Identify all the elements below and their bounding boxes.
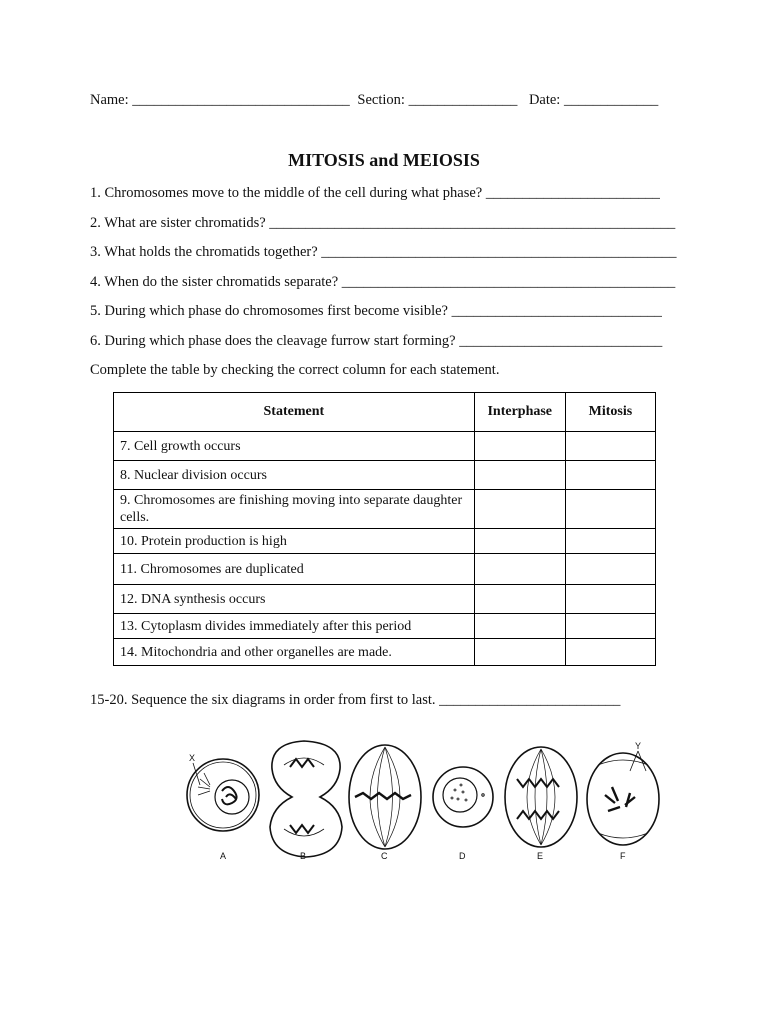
cell-diagram-c [349,745,421,849]
interphase-check-cell[interactable] [474,529,565,554]
header-statement: Statement [114,393,475,432]
diagram-label-e: E [537,851,544,861]
question-4[interactable]: 4. When do the sister chromatids separate? ______________________________________________ [90,274,676,290]
name-blank[interactable]: ______________________________ [132,92,350,108]
statement-cell: 10. Protein production is high [114,529,475,554]
mitosis-check-cell[interactable] [565,461,655,490]
cell-diagram-b [270,741,342,857]
table-row [114,461,656,490]
cell-diagram-a [187,759,259,831]
question-5[interactable]: 5. During which phase do chromosomes first become visible? _____________________________ [90,303,662,319]
question-6[interactable]: 6. During which phase does the cleavage furrow start forming? ____________________________ [90,333,663,349]
diagram-label-f: F [620,851,626,861]
mitosis-check-cell[interactable] [565,585,655,614]
diagram-label-b: B [300,851,307,861]
table-row [114,490,656,529]
statement-cell: 13. Cytoplasm divides immediately after this period [114,614,475,639]
interphase-check-cell[interactable] [474,614,565,639]
question-1[interactable]: 1. Chromosomes move to the middle of the cell during what phase? ________________________ [90,185,660,201]
annotation-x: X [189,753,196,763]
statement-cell: 9. Chromosomes are finishing moving into separate daughter cells. [114,490,475,529]
table-row [114,585,656,614]
table-row [114,554,656,585]
cell-diagram-e [505,747,577,847]
statement-cell: 11. Chromosomes are duplicated [114,554,475,585]
table-row [114,639,656,666]
name-label: Name: [90,92,129,108]
statement-cell: 8. Nuclear division occurs [114,461,475,490]
date-label: Date: [528,92,561,108]
mitosis-check-cell[interactable] [565,614,655,639]
sequence-question[interactable]: 15-20. Sequence the six diagrams in order from first to last. _________________________ [90,692,621,708]
table-row [114,529,656,554]
section-label: Section: [357,92,405,108]
cell-diagrams-figure [180,735,670,875]
date-blank[interactable]: _____________ [563,92,659,108]
mitosis-check-cell[interactable] [565,432,655,461]
interphase-check-cell[interactable] [474,461,565,490]
cell-diagram-d [433,767,493,827]
interphase-check-cell[interactable] [474,432,565,461]
table-row [114,432,656,461]
page-title: MITOSIS and MEIOSIS [288,150,480,170]
section-blank[interactable]: _______________ [408,92,518,108]
mitosis-check-cell[interactable] [565,490,655,529]
interphase-check-cell[interactable] [474,490,565,529]
question-2[interactable]: 2. What are sister chromatids? ________________________________________________________ [90,215,676,231]
interphase-check-cell[interactable] [474,554,565,585]
interphase-check-cell[interactable] [474,639,565,666]
mitosis-check-cell[interactable] [565,639,655,666]
header-interphase: Interphase [474,393,565,432]
statement-cell: 7. Cell growth occurs [114,432,475,461]
cell-diagram-f [587,751,659,845]
statement-cell: 14. Mitochondria and other organelles are made. [114,639,475,666]
table-header-row [114,393,656,432]
table-row [114,614,656,639]
mitosis-check-cell[interactable] [565,554,655,585]
interphase-check-cell[interactable] [474,585,565,614]
header-mitosis: Mitosis [565,393,655,432]
phase-table [113,392,656,666]
diagram-label-d: D [459,851,466,861]
table-instruction: Complete the table by checking the correct column for each statement. [90,362,500,378]
statement-cell: 12. DNA synthesis occurs [114,585,475,614]
header-line [90,92,680,109]
diagram-label-c: C [381,851,388,861]
annotation-y: Y [635,741,642,751]
question-3[interactable]: 3. What holds the chromatids together? _________________________________________________ [90,244,677,260]
mitosis-check-cell[interactable] [565,529,655,554]
diagram-label-a: A [220,851,227,861]
